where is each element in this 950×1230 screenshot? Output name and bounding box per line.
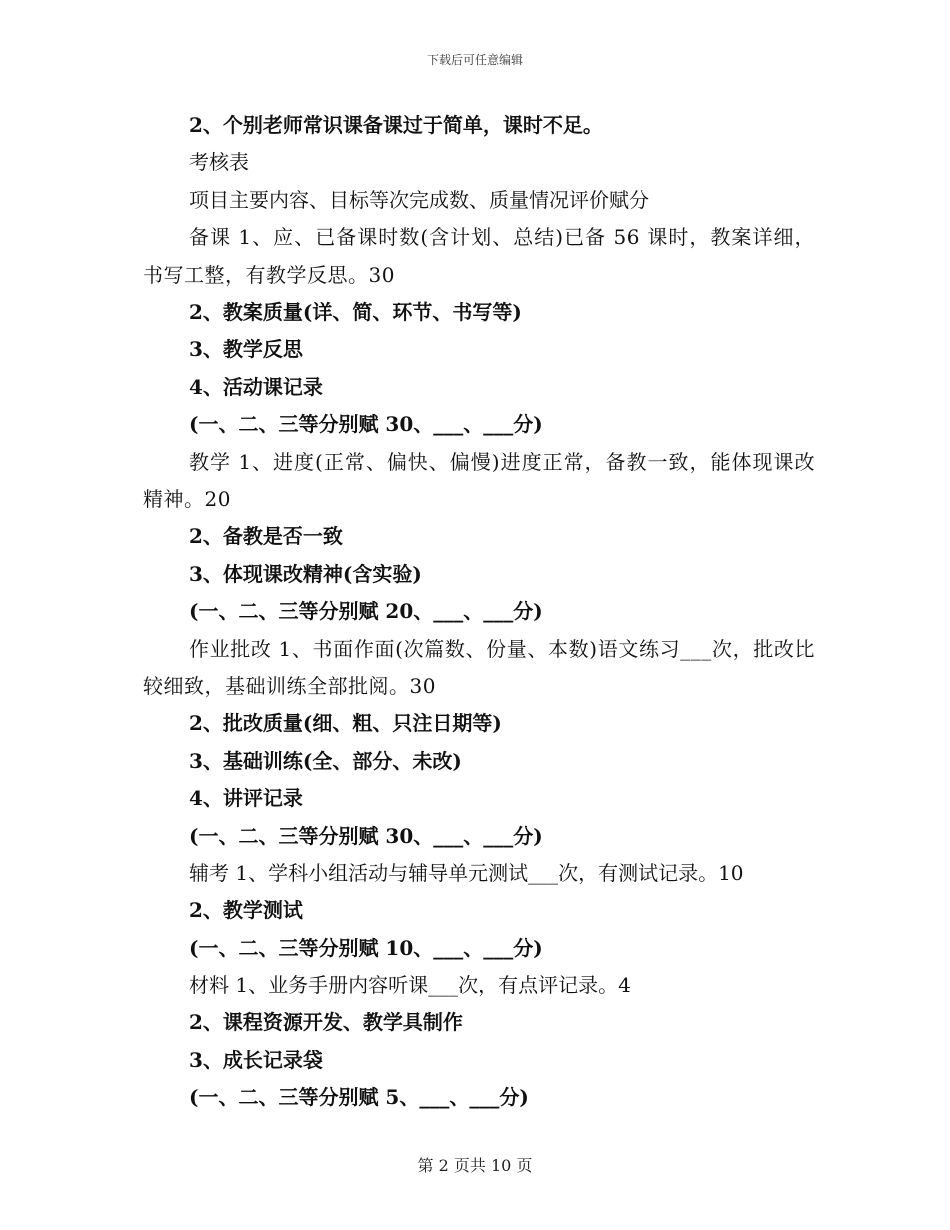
text-line: 项目主要内容、目标等次完成数、质量情况评价赋分 — [189, 187, 649, 212]
text-line: 2、个别老师常识课备课过于简单，课时不足。 — [189, 113, 603, 137]
text-line: 作业批改 1、书面作面(次篇数、份量、本数)语文练习___次，批改比较细致，基础训练全部批阅。30 — [143, 636, 815, 698]
text-line: 4、讲评记录 — [189, 786, 303, 811]
text-line: 辅考 1、学科小组活动与辅导单元测试___次，有测试记录。10 — [189, 860, 744, 885]
text-line: (一、二、三等分别赋 10、___、___分) — [189, 935, 543, 960]
text-line: (一、二、三等分别赋 30、___、___分) — [189, 823, 543, 848]
page-header: 下载后可任意编辑 — [426, 53, 523, 67]
page-footer: 第 2 页共 10 页 — [417, 1156, 533, 1175]
text-line: 备课 1、应、已备课时数(含计划、总结)已备 56 课时，教案详细，书写工整，有教学反思。30 — [143, 225, 815, 287]
document-body — [143, 107, 815, 1117]
text-line: 2、教案质量(详、简、环节、书写等) — [189, 299, 522, 324]
text-line: 2、备教是否一致 — [189, 524, 343, 549]
text-line: 3、教学反思 — [189, 337, 303, 362]
text-line: (一、二、三等分别赋 5、___、___分) — [189, 1085, 529, 1110]
text-line: 2、教学测试 — [189, 898, 303, 923]
text-line: 3、成长记录袋 — [189, 1047, 323, 1072]
text-line: 4、活动课记录 — [189, 374, 323, 399]
text-line: 考核表 — [189, 150, 249, 175]
text-line: 材料 1、业务手册内容听课___次，有点评记录。4 — [189, 973, 631, 998]
text-line: 教学 1、进度(正常、偏快、偏慢)进度正常，备教一致，能体现课改精神。20 — [143, 449, 815, 511]
text-line: (一、二、三等分别赋 20、___、___分) — [189, 599, 543, 624]
text-line: 2、课程资源开发、教学具制作 — [189, 1010, 463, 1035]
text-line: 3、基础训练(全、部分、未改) — [189, 748, 462, 773]
text-line: (一、二、三等分别赋 30、___、___分) — [189, 412, 543, 437]
text-line: 3、体现课改精神(含实验) — [189, 561, 422, 586]
text-line: 2、批改质量(细、粗、只注日期等) — [189, 711, 502, 736]
